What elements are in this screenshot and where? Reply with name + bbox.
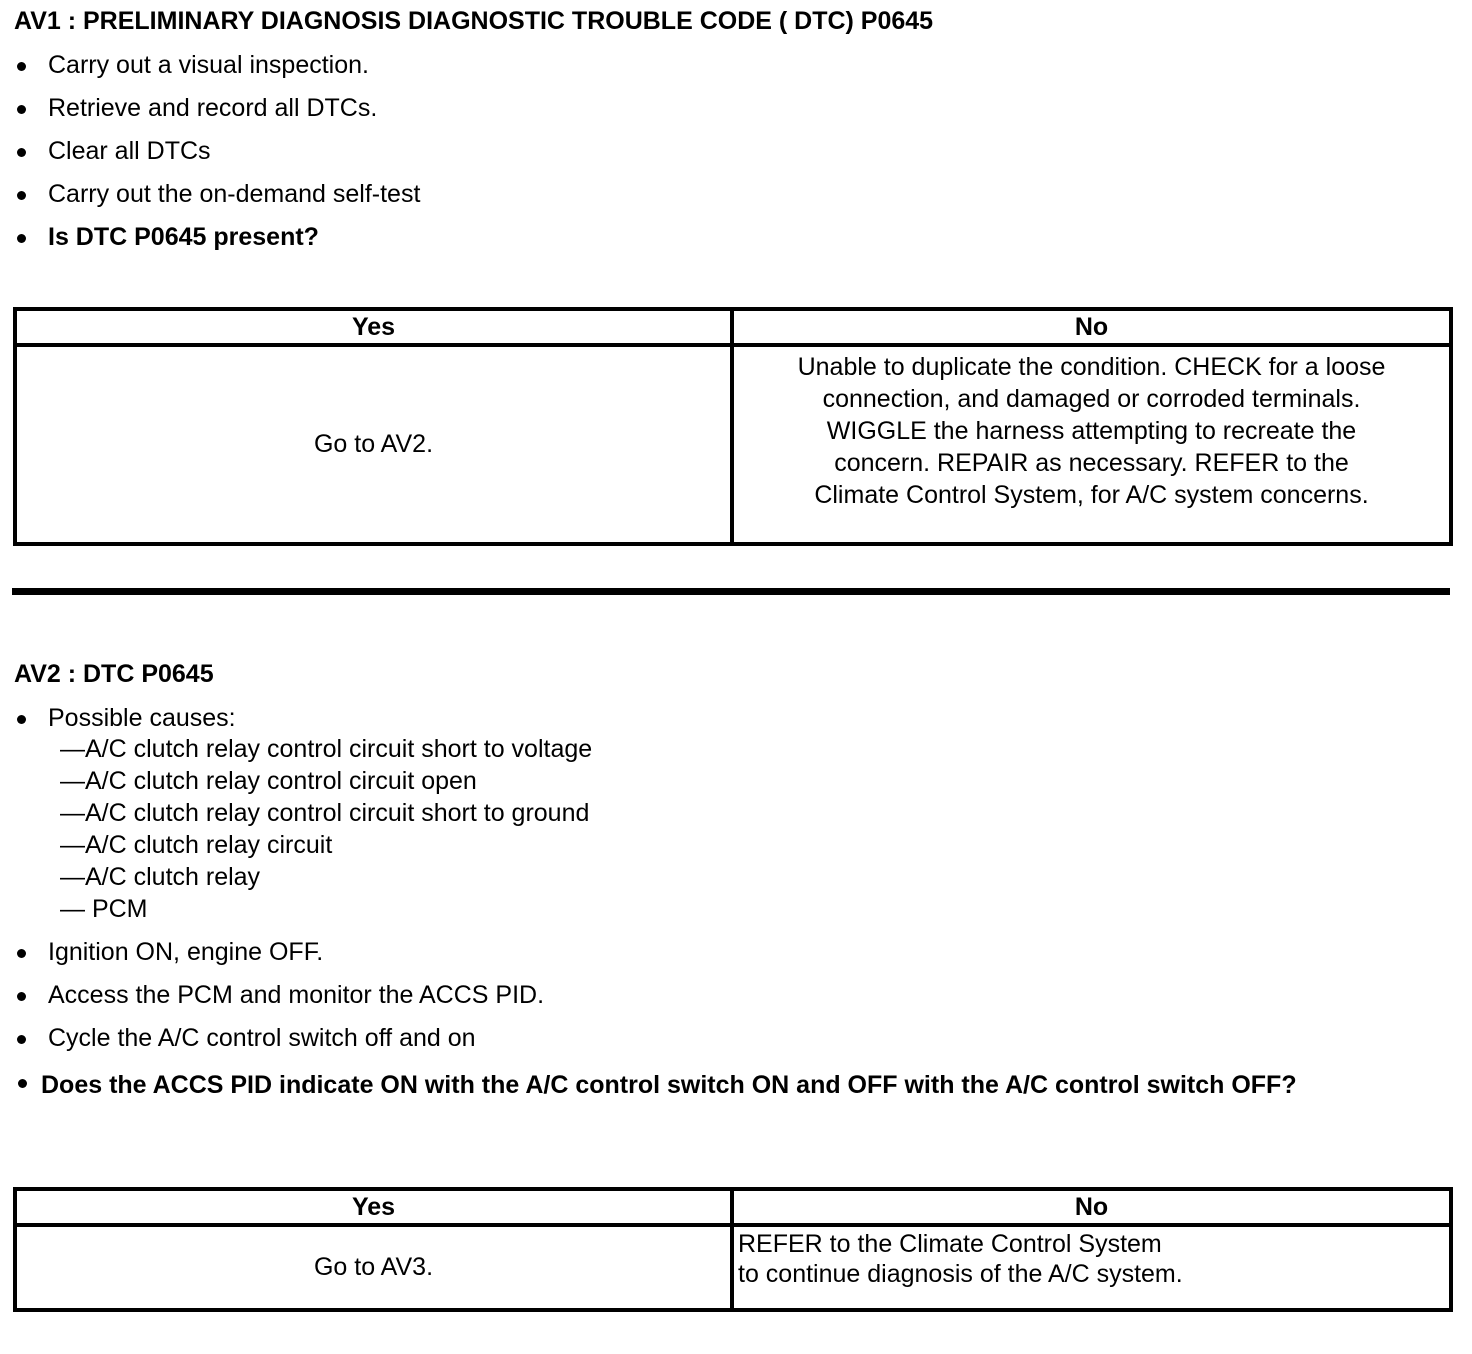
av1-step: Retrieve and record all DTCs. — [14, 93, 420, 123]
yes-header: Yes — [15, 309, 732, 345]
av2-question: Does the ACCS PID indicate ON with the A/C control switch ON and OFF with the A/C control switch OFF? — [14, 1070, 1454, 1100]
cause-item: —A/C clutch relay control circuit short to voltage — [60, 735, 593, 763]
yes-action: Go to AV3. — [313, 1253, 434, 1281]
bullet-icon — [17, 234, 26, 243]
bullet-icon — [17, 1035, 26, 1044]
cause-item: —A/C clutch relay circuit — [60, 831, 333, 859]
av2-result-table — [13, 1187, 1453, 1312]
bullet-icon — [17, 949, 26, 958]
no-line: REFER to the Climate Control System — [738, 1230, 1162, 1258]
causes-list — [60, 733, 592, 925]
no-line: concern. REPAIR as necessary. REFER to the — [834, 449, 1349, 477]
bullet-icon — [17, 62, 26, 71]
av2-causes — [14, 703, 592, 925]
yes-cell — [15, 1225, 732, 1310]
av2-steps — [14, 703, 592, 1053]
av1-step: Clear all DTCs — [14, 136, 420, 166]
no-line: Climate Control System, for A/C system concerns. — [814, 481, 1369, 509]
bullet-icon — [17, 715, 26, 724]
yes-header: Yes — [15, 1189, 732, 1225]
no-cell — [732, 1225, 1451, 1310]
bullet-icon — [17, 992, 26, 1001]
bullet-icon — [17, 105, 26, 114]
av1-title: AV1 : PRELIMINARY DIAGNOSIS DIAGNOSTIC TROUBLE CODE ( DTC) P0645 — [14, 7, 934, 35]
cause-item: — PCM — [60, 895, 148, 923]
cause-item: —A/C clutch relay control circuit open — [60, 767, 477, 795]
av1-steps — [14, 50, 420, 252]
no-header: No — [732, 1189, 1451, 1225]
no-line: connection, and damaged or corroded terminals. — [822, 385, 1361, 413]
av2-step: Access the PCM and monitor the ACCS PID. — [14, 980, 592, 1010]
no-header: No — [732, 309, 1451, 345]
no-line: Unable to duplicate the condition. CHECK for a loose — [797, 353, 1386, 381]
yes-action: Go to AV2. — [313, 430, 434, 458]
yes-cell — [15, 345, 732, 544]
bullet-icon — [18, 1079, 27, 1088]
av2-step: Cycle the A/C control switch off and on — [14, 1023, 592, 1053]
av1-step: Carry out a visual inspection. — [14, 50, 420, 80]
av1-question: Is DTC P0645 present? — [14, 222, 420, 252]
cause-item: —A/C clutch relay — [60, 863, 261, 891]
causes-label: Possible causes: — [48, 704, 236, 732]
av2-title: AV2 : DTC P0645 — [14, 660, 214, 688]
av1-result-table — [13, 307, 1453, 546]
no-line: WIGGLE the harness attempting to recreate the — [826, 417, 1357, 445]
cause-item: —A/C clutch relay control circuit short to ground — [60, 799, 590, 827]
no-line: to continue diagnosis of the A/C system. — [738, 1260, 1183, 1288]
no-cell — [732, 345, 1451, 544]
av2-step: Ignition ON, engine OFF. — [14, 937, 592, 967]
bullet-icon — [17, 148, 26, 157]
bullet-icon — [17, 191, 26, 200]
av1-step: Carry out the on-demand self-test — [14, 179, 420, 209]
section-divider — [12, 588, 1450, 595]
